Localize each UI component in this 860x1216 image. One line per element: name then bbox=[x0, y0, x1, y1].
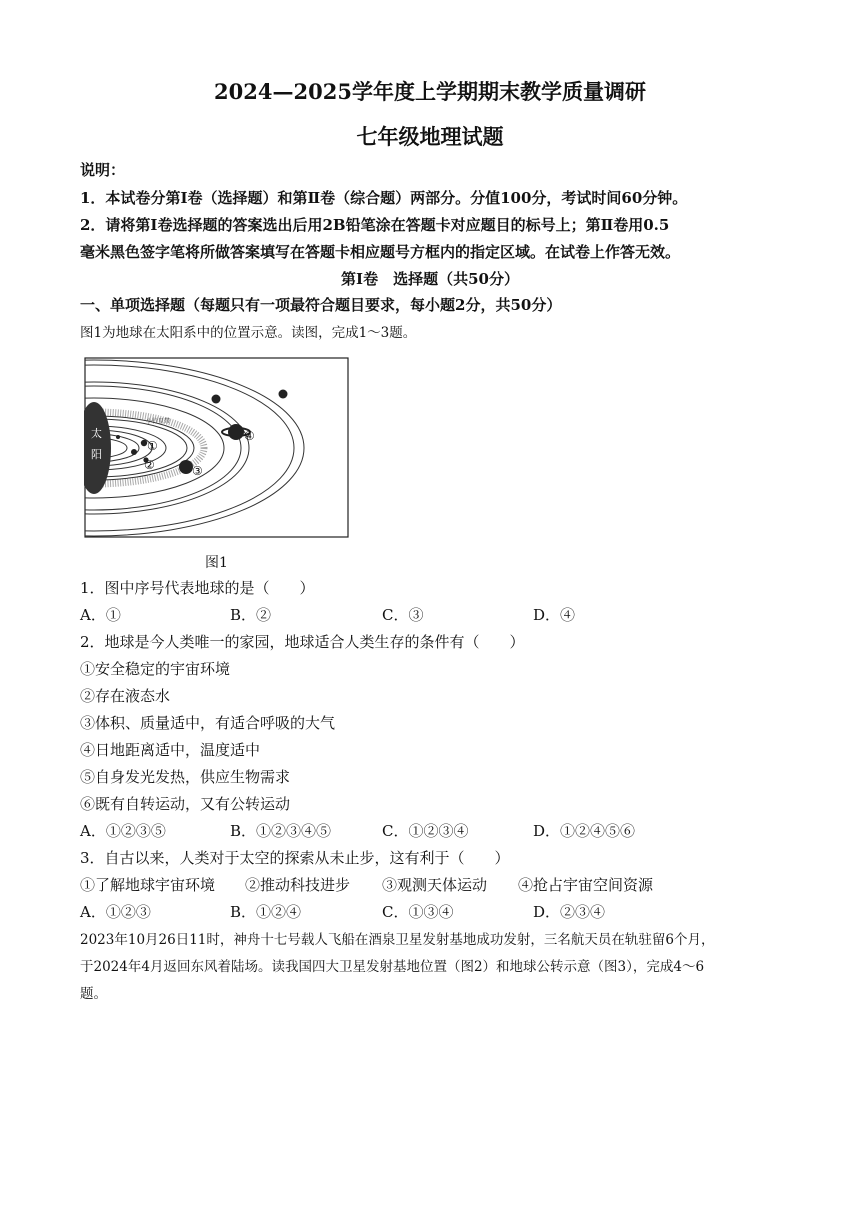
part-title: 一、单项选择题（每题只有一项最符合题目要求，每小题2分，共50分） bbox=[80, 296, 562, 314]
q3-option-c: C．①③④ bbox=[382, 903, 454, 921]
q3-item-3: ③观测天体运动 bbox=[382, 876, 488, 894]
q3-option-d: D．②③④ bbox=[533, 903, 606, 921]
marker-2: ② bbox=[144, 458, 155, 472]
figure-1-caption: 图1 bbox=[205, 555, 228, 571]
q2-option-a: A．①②③⑤ bbox=[80, 822, 166, 840]
q2-item-3: ③体积、质量适中，有适合呼吸的大气 bbox=[80, 714, 336, 732]
planet-mercury bbox=[116, 435, 120, 439]
instruction-item-2-line-2: 毫米黑色签字笔将所做答案填写在答题卡相应题号方框内的指定区域。在试卷上作答无效。 bbox=[80, 243, 681, 261]
marker-3: ③ bbox=[192, 464, 203, 478]
q3-option-b: B．①②④ bbox=[230, 903, 302, 921]
q2-option-d: D．①②④⑤⑥ bbox=[533, 822, 636, 840]
instructions-label: 说明： bbox=[80, 161, 126, 179]
intro-q1-3: 图1为地球在太阳系中的位置示意。读图，完成1～3题。 bbox=[80, 325, 417, 341]
section-title: 第Ⅰ卷 选择题（共50分） bbox=[341, 270, 519, 288]
q1-option-b: B．② bbox=[230, 606, 272, 624]
q3-option-a: A．①②③ bbox=[80, 903, 151, 921]
q2-item-6: ⑥既有自转运动，又有公转运动 bbox=[80, 795, 291, 813]
planet-uranus bbox=[212, 395, 221, 404]
q2-item-5: ⑤自身发光发热，供应生物需求 bbox=[80, 768, 291, 786]
sun-label-2: 阳 bbox=[91, 448, 102, 461]
q2-item-1: ①安全稳定的宇宙环境 bbox=[80, 660, 231, 678]
solar-system-figure bbox=[84, 357, 349, 538]
q3-item-2: ②推动科技进步 bbox=[245, 876, 351, 894]
exam-subtitle: 七年级地理试题 bbox=[356, 124, 504, 149]
q1-option-d: D．④ bbox=[533, 606, 576, 624]
exam-title: 2024—2025学年度上学期期末教学质量调研 bbox=[214, 79, 646, 104]
intro-q4-6-line-2: 于2024年4月返回东风着陆场。读我国四大卫星发射基地位置（图2）和地球公转示意（图3），完成4～6 bbox=[80, 959, 705, 975]
q2-item-2: ②存在液态水 bbox=[80, 687, 171, 705]
planet-jupiter bbox=[179, 460, 193, 474]
sun-label-1: 太 bbox=[91, 427, 102, 440]
marker-4: ④ bbox=[244, 429, 255, 443]
q3-item-4: ④抢占宇宙空间资源 bbox=[518, 876, 654, 894]
asteroid-belt-label: 小行星带 bbox=[146, 418, 171, 425]
marker-1: ① bbox=[147, 439, 158, 453]
instruction-item-2-line-1: 2．请将第Ⅰ卷选择题的答案选出后用2B铅笔涂在答题卡对应题目的标号上；第Ⅱ卷用0.5 bbox=[80, 216, 670, 234]
q1-option-c: C．③ bbox=[382, 606, 424, 624]
q2-stem: 2．地球是今人类唯一的家园，地球适合人类生存的条件有（ ） bbox=[80, 633, 525, 651]
planet-venus bbox=[131, 449, 137, 455]
intro-q4-6-line-3: 题。 bbox=[80, 986, 107, 1002]
q2-option-c: C．①②③④ bbox=[382, 822, 469, 840]
solar-system-diagram bbox=[84, 357, 349, 538]
instruction-item-1: 1．本试卷分第Ⅰ卷（选择题）和第Ⅱ卷（综合题）两部分。分值100分，考试时间60分钟。 bbox=[80, 189, 688, 207]
intro-q4-6-line-1: 2023年10月26日11时，神舟十七号载人飞船在酒泉卫星发射基地成功发射，三名航天员在轨驻留6个月， bbox=[80, 932, 715, 948]
q2-item-4: ④日地距离适中，温度适中 bbox=[80, 741, 261, 759]
q3-stem: 3．自古以来，人类对于太空的探索从未止步，这有利于（ ） bbox=[80, 849, 510, 867]
q1-stem: 1．图中序号代表地球的是（ ） bbox=[80, 579, 315, 597]
q3-item-1: ①了解地球宇宙环境 bbox=[80, 876, 216, 894]
planet-neptune bbox=[279, 390, 288, 399]
q1-option-a: A．① bbox=[80, 606, 121, 624]
q2-option-b: B．①②③④⑤ bbox=[230, 822, 332, 840]
planet-saturn bbox=[228, 424, 244, 440]
